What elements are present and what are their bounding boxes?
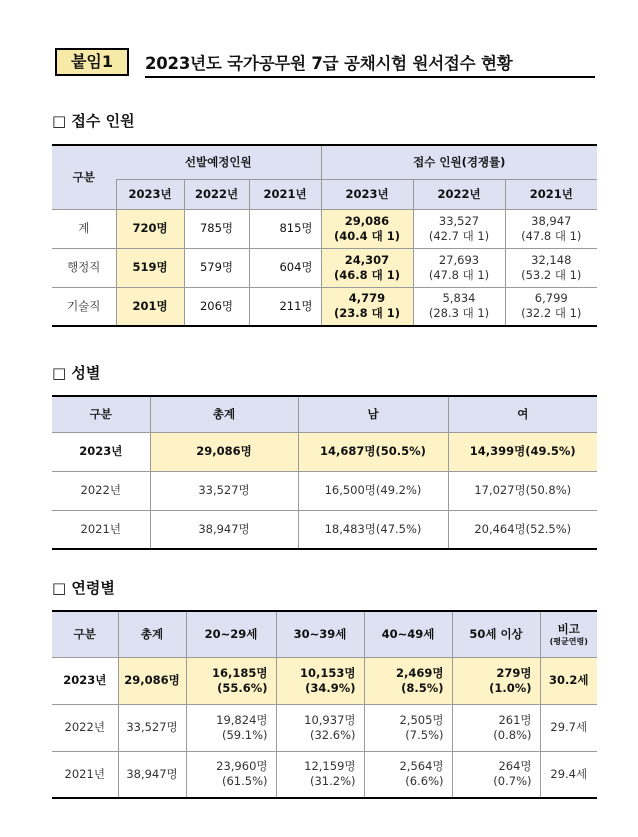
applicants-2021 bbox=[505, 287, 597, 326]
age-percent: (0.7%) bbox=[493, 774, 532, 789]
year-header: 2022년 bbox=[413, 179, 505, 209]
female-cell: 14,399명(49.5%) bbox=[448, 432, 597, 471]
row-year: 2023년 bbox=[52, 657, 118, 704]
col-header: 20~29세 bbox=[186, 611, 276, 657]
age-50-plus-cell bbox=[452, 704, 540, 751]
year-header: 2021년 bbox=[249, 179, 321, 209]
age-percent: (31.2%) bbox=[309, 774, 356, 789]
corner-header: 구분 bbox=[52, 145, 116, 209]
age-count: 12,159명 bbox=[304, 759, 356, 774]
section-title-age: □ 연령별 bbox=[52, 579, 115, 597]
table-row bbox=[52, 209, 597, 248]
age-count: 23,960명 bbox=[216, 759, 268, 774]
applicants-table bbox=[52, 144, 597, 327]
note-header-label: 비고 bbox=[557, 621, 580, 636]
applicant-count: 29,086 bbox=[344, 213, 390, 228]
applicant-count: 6,799 bbox=[534, 291, 568, 306]
competition-ratio: (40.4 대 1) bbox=[333, 228, 400, 243]
male-cell: 14,687명(50.5%) bbox=[298, 432, 448, 471]
row-label: 행정직 bbox=[52, 248, 116, 287]
competition-ratio: (53.2 대 1) bbox=[521, 267, 582, 282]
age-count: 2,505명 bbox=[399, 712, 444, 727]
age-percent: (55.6%) bbox=[217, 680, 268, 695]
applicant-count: 32,148 bbox=[531, 252, 572, 267]
age-percent: (7.5%) bbox=[405, 727, 444, 742]
age-percent: (8.5%) bbox=[401, 680, 444, 695]
note-header bbox=[540, 611, 597, 657]
age-40-49-cell bbox=[364, 704, 452, 751]
applicants-2023 bbox=[321, 248, 413, 287]
age-count: 10,153명 bbox=[300, 665, 356, 680]
competition-ratio: (32.2 대 1) bbox=[521, 306, 582, 321]
table-row bbox=[52, 751, 597, 798]
average-age-cell: 30.2세 bbox=[540, 657, 597, 704]
table-row bbox=[52, 432, 597, 471]
total-cell: 29,086명 bbox=[118, 657, 186, 704]
average-age-cell: 29.7세 bbox=[540, 704, 597, 751]
col-header: 30~39세 bbox=[276, 611, 364, 657]
planned-2022: 785명 bbox=[184, 209, 249, 248]
total-cell: 29,086명 bbox=[150, 432, 298, 471]
age-40-49-cell bbox=[364, 657, 452, 704]
applicants-group-header: 접수 인원(경쟁률) bbox=[321, 145, 597, 179]
col-header: 구분 bbox=[52, 396, 150, 432]
planned-2021: 815명 bbox=[249, 209, 321, 248]
male-cell: 18,483명(47.5%) bbox=[298, 510, 448, 549]
table-row bbox=[52, 704, 597, 751]
gender-table bbox=[52, 395, 597, 550]
age-count: 10,937명 bbox=[304, 712, 356, 727]
total-cell: 33,527명 bbox=[118, 704, 186, 751]
age-count: 2,469명 bbox=[396, 665, 444, 680]
year-header: 2023년 bbox=[321, 179, 413, 209]
age-30-39-cell bbox=[276, 657, 364, 704]
age-percent: (0.8%) bbox=[493, 727, 532, 742]
row-year: 2021년 bbox=[52, 510, 150, 549]
year-header: 2023년 bbox=[116, 179, 184, 209]
age-table bbox=[52, 610, 597, 799]
competition-ratio: (46.8 대 1) bbox=[333, 267, 400, 282]
planned-2022: 579명 bbox=[184, 248, 249, 287]
age-percent: (59.1%) bbox=[221, 727, 268, 742]
total-cell: 38,947명 bbox=[150, 510, 298, 549]
note-header-sub: (평균연령) bbox=[549, 636, 588, 646]
age-percent: (34.9%) bbox=[305, 680, 356, 695]
col-header: 50세 이상 bbox=[452, 611, 540, 657]
applicants-2022 bbox=[413, 248, 505, 287]
year-header: 2022년 bbox=[184, 179, 249, 209]
competition-ratio: (47.8 대 1) bbox=[428, 267, 490, 282]
total-cell: 38,947명 bbox=[118, 751, 186, 798]
planned-2022: 206명 bbox=[184, 287, 249, 326]
age-percent: (1.0%) bbox=[489, 680, 532, 695]
age-30-39-cell bbox=[276, 704, 364, 751]
age-20-29-cell bbox=[186, 751, 276, 798]
table-row bbox=[52, 657, 597, 704]
year-header: 2021년 bbox=[505, 179, 597, 209]
competition-ratio: (47.8 대 1) bbox=[521, 228, 582, 243]
planned-2023: 720명 bbox=[116, 209, 184, 248]
applicant-count: 5,834 bbox=[442, 291, 476, 306]
applicants-2023 bbox=[321, 287, 413, 326]
attachment-badge: 붙임1 bbox=[55, 48, 129, 76]
table-row bbox=[52, 510, 597, 549]
document-header bbox=[55, 48, 595, 78]
age-40-49-cell bbox=[364, 751, 452, 798]
col-header: 총계 bbox=[150, 396, 298, 432]
planned-2023: 519명 bbox=[116, 248, 184, 287]
age-count: 261명 bbox=[498, 712, 532, 727]
age-percent: (32.6%) bbox=[309, 727, 356, 742]
age-percent: (61.5%) bbox=[221, 774, 268, 789]
competition-ratio: (42.7 대 1) bbox=[428, 228, 490, 243]
applicants-2021 bbox=[505, 248, 597, 287]
col-header: 구분 bbox=[52, 611, 118, 657]
row-year: 2022년 bbox=[52, 704, 118, 751]
age-count: 16,185명 bbox=[212, 665, 268, 680]
col-header: 총계 bbox=[118, 611, 186, 657]
total-cell: 33,527명 bbox=[150, 471, 298, 510]
row-year: 2021년 bbox=[52, 751, 118, 798]
applicant-count: 24,307 bbox=[344, 252, 390, 267]
planned-2023: 201명 bbox=[116, 287, 184, 326]
document-title: 2023년도 국가공무원 7급 공채시험 원서접수 현황 bbox=[145, 54, 513, 73]
applicant-count: 4,779 bbox=[348, 291, 386, 306]
row-label: 계 bbox=[52, 209, 116, 248]
average-age-cell: 29.4세 bbox=[540, 751, 597, 798]
age-20-29-cell bbox=[186, 704, 276, 751]
table-row bbox=[52, 287, 597, 326]
competition-ratio: (28.3 대 1) bbox=[428, 306, 490, 321]
applicants-2022 bbox=[413, 209, 505, 248]
female-cell: 17,027명(50.8%) bbox=[448, 471, 597, 510]
planned-2021: 211명 bbox=[249, 287, 321, 326]
age-count: 279명 bbox=[496, 665, 532, 680]
row-label: 기술직 bbox=[52, 287, 116, 326]
planned-2021: 604명 bbox=[249, 248, 321, 287]
applicant-count: 27,693 bbox=[438, 252, 480, 267]
applicant-count: 33,527 bbox=[438, 213, 480, 228]
competition-ratio: (23.8 대 1) bbox=[333, 306, 400, 321]
planned-group-header: 선발예정인원 bbox=[116, 145, 321, 179]
age-50-plus-cell bbox=[452, 657, 540, 704]
section-title-gender: □ 성별 bbox=[52, 364, 101, 382]
table-row bbox=[52, 471, 597, 510]
age-50-plus-cell bbox=[452, 751, 540, 798]
age-20-29-cell bbox=[186, 657, 276, 704]
col-header: 남 bbox=[298, 396, 448, 432]
age-count: 19,824명 bbox=[216, 712, 268, 727]
applicants-2022 bbox=[413, 287, 505, 326]
applicants-2021 bbox=[505, 209, 597, 248]
title-underline bbox=[145, 76, 595, 78]
row-year: 2022년 bbox=[52, 471, 150, 510]
age-percent: (6.6%) bbox=[405, 774, 444, 789]
applicants-2023 bbox=[321, 209, 413, 248]
section-title-applicants: □ 접수 인원 bbox=[52, 112, 135, 130]
age-count: 264명 bbox=[498, 759, 532, 774]
female-cell: 20,464명(52.5%) bbox=[448, 510, 597, 549]
male-cell: 16,500명(49.2%) bbox=[298, 471, 448, 510]
row-year: 2023년 bbox=[52, 432, 150, 471]
col-header: 40~49세 bbox=[364, 611, 452, 657]
table-row bbox=[52, 248, 597, 287]
age-30-39-cell bbox=[276, 751, 364, 798]
applicant-count: 38,947 bbox=[531, 213, 572, 228]
age-count: 2,564명 bbox=[399, 759, 444, 774]
col-header: 여 bbox=[448, 396, 597, 432]
